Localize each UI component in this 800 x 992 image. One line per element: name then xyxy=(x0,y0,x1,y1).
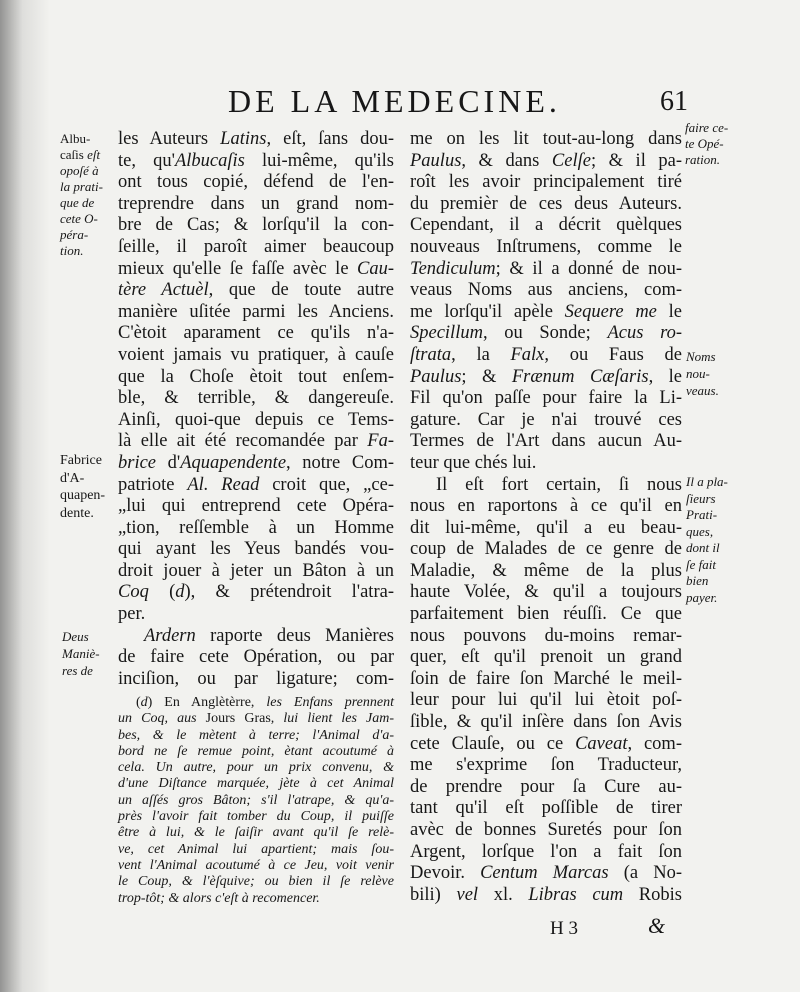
italic-text-run: opoſé à xyxy=(60,163,99,178)
text-line xyxy=(685,136,728,152)
text-run: le xyxy=(656,301,682,322)
text-line xyxy=(410,388,682,410)
italic-text-run: d xyxy=(140,695,148,710)
text-run: nouveaus Inſtrumens, comme le xyxy=(410,236,682,257)
text-line xyxy=(686,590,728,607)
text-line xyxy=(410,734,682,756)
italic-text-run: nou- xyxy=(686,366,710,381)
text-line xyxy=(118,323,394,345)
text-run: xl. xyxy=(478,884,529,905)
text-run: de faire cete Opération, ou par xyxy=(118,647,394,668)
text-line xyxy=(118,259,394,281)
text-run: Cependant, il a décrit quèlques xyxy=(410,215,682,236)
italic-text-run: cela. Un autre, pour un prix convenu, & xyxy=(118,760,394,776)
text-line xyxy=(686,540,728,557)
italic-text-run: Specillum xyxy=(410,323,483,344)
text-run: lui-même, qu'ils xyxy=(244,150,394,171)
text-run: caſis xyxy=(60,147,88,162)
text-run: me on les lit tout-au-long dans xyxy=(410,129,682,149)
text-run: , com- xyxy=(627,733,682,754)
italic-text-run: Falx xyxy=(510,344,545,365)
text-line xyxy=(410,215,682,237)
text-line xyxy=(410,669,682,691)
italic-text-run: Caveat xyxy=(575,733,628,754)
text-run: qui ayant les Yeus bandés vou- xyxy=(118,539,394,560)
text-run: teur que chés lui. xyxy=(410,452,537,473)
text-line xyxy=(118,604,394,626)
italic-text-run: payer. xyxy=(686,589,718,605)
text-line xyxy=(60,505,105,523)
italic-text-run: Albucaſis xyxy=(174,150,245,171)
italic-text-run: Cau- xyxy=(357,258,394,279)
text-run: ſible, & qu'il inſère dans ſon Avis xyxy=(410,712,682,733)
text-run: ; & xyxy=(461,366,512,387)
text-line xyxy=(118,744,394,760)
text-line xyxy=(118,215,394,237)
italic-text-run: Tendiculum xyxy=(410,258,496,279)
text-run: Jours Gras xyxy=(196,711,271,727)
italic-text-run: vel xyxy=(456,884,479,905)
text-line xyxy=(62,645,100,662)
text-line xyxy=(410,367,682,389)
text-line xyxy=(410,712,682,734)
paragraph xyxy=(410,475,682,907)
italic-text-run: d xyxy=(175,582,185,603)
text-line xyxy=(686,382,719,399)
text-run: cete Clauſe, ou ce xyxy=(410,733,576,754)
text-line xyxy=(118,539,394,561)
text-run: de prendre pour ſa Cure au- xyxy=(410,776,682,797)
text-line xyxy=(118,518,394,540)
text-run: voient jamais vu pratiquer, à cauſe xyxy=(118,344,394,365)
text-run: ont tous copié, défend de l'en- xyxy=(118,172,394,193)
text-run: , & dans xyxy=(461,150,552,171)
text-line xyxy=(686,573,728,590)
text-run: ( xyxy=(136,695,141,710)
text-line xyxy=(686,365,719,382)
text-run: , eſt, ſans dou- xyxy=(266,129,394,149)
text-line xyxy=(686,524,728,541)
text-line xyxy=(118,891,394,907)
text-line xyxy=(118,626,394,648)
italic-text-run: Al. Read xyxy=(187,474,260,495)
text-line xyxy=(118,367,394,389)
text-run: quer, eſt qu'il prenoit un grand xyxy=(410,647,682,668)
text-run: avèc de bonnes Suretés pour ſon xyxy=(410,820,682,840)
signature-mark: H 3 xyxy=(550,918,578,939)
text-line xyxy=(60,470,105,488)
text-line xyxy=(410,302,682,324)
text-run: Fil qu'on paſſe pour faire la Li- xyxy=(410,388,682,409)
italic-text-run: un aſſés gros Bâton; s'il l'atrape, & qu'a- xyxy=(118,792,394,808)
text-line xyxy=(118,496,394,518)
italic-text-run: ration. xyxy=(685,152,721,167)
text-line xyxy=(118,302,394,324)
text-line xyxy=(410,798,682,820)
text-line xyxy=(60,195,103,211)
text-line xyxy=(410,863,682,885)
italic-text-run: ve, cet Animal lui apartient; mais ſou- xyxy=(118,841,394,857)
text-run: „lui qui entreprend cete Opéra- xyxy=(118,496,394,517)
text-line xyxy=(410,151,682,173)
text-line xyxy=(410,820,682,842)
text-run: ) En Anglètèrre, xyxy=(147,695,267,710)
text-run: ( xyxy=(148,582,176,603)
text-run: ſoin de faire ſon Marché le meil- xyxy=(410,668,682,689)
text-line xyxy=(60,452,105,470)
text-run: roît les avoir principalement tiré xyxy=(410,172,682,193)
italic-text-run: cete O- xyxy=(60,211,98,226)
paragraph xyxy=(118,129,394,626)
text-run: Albu- xyxy=(60,131,91,146)
text-line xyxy=(118,695,394,711)
text-run: manière uſitée parmi les Anciens. xyxy=(118,301,394,322)
text-run: nous pouvons du-moins remar- xyxy=(410,625,682,646)
text-run: me s'exprime ſon Traducteur, xyxy=(410,755,682,776)
italic-text-run: bord ne ſe remue point, ètant acoutumé à xyxy=(118,743,394,759)
italic-text-run: bes, & le mètent à terre; l'Animal d'a- xyxy=(118,727,394,743)
text-line xyxy=(118,793,394,809)
text-run: (a No- xyxy=(608,863,682,884)
margin-note-fabrice xyxy=(60,452,105,522)
italic-text-run: Frænum Cæſaris xyxy=(511,366,649,387)
italic-text-run: Fa- xyxy=(367,431,394,452)
text-run: Fabrice xyxy=(60,453,102,468)
text-line xyxy=(60,163,103,179)
text-line xyxy=(410,280,682,302)
text-line xyxy=(410,690,682,712)
text-run: Ainſi, quoi-que depuis ce Tems- xyxy=(118,409,394,430)
text-line xyxy=(410,345,682,367)
italic-text-run: le Coup, & l'èſquive; ou bien il ſe relève xyxy=(118,874,394,890)
text-line xyxy=(686,348,719,365)
italic-text-run: Acus ro- xyxy=(607,323,682,344)
text-run: coup de Malades de ce genre de xyxy=(410,539,682,560)
text-run: bre de Cas; & lorſqu'il la con- xyxy=(118,215,394,236)
text-line xyxy=(118,410,394,432)
text-line xyxy=(686,474,728,491)
text-line xyxy=(410,194,682,216)
text-run: Devoir. xyxy=(410,863,481,884)
text-run: dente. xyxy=(60,505,94,521)
text-line xyxy=(685,152,728,168)
text-run: per. xyxy=(118,604,146,625)
text-run: nous en raportons à ce qu'il en xyxy=(410,496,682,517)
left-text-column xyxy=(118,129,394,690)
text-line xyxy=(60,487,105,505)
italic-text-run: être à lui, & le ſaiſir avant qu'il ſe relè- xyxy=(118,825,394,841)
text-line xyxy=(685,120,728,136)
text-line xyxy=(118,388,394,410)
text-run: là elle ait été recomandée par xyxy=(118,431,368,452)
page-edge-shadow xyxy=(0,0,50,992)
text-run: C'ètoit aparament ce qu'ils n'a- xyxy=(118,323,394,344)
text-line xyxy=(118,809,394,825)
italic-text-run: que de xyxy=(60,195,95,210)
italic-text-run: dont il xyxy=(686,540,720,555)
text-line xyxy=(118,453,394,475)
text-line xyxy=(60,243,103,259)
italic-text-run: Celſe xyxy=(551,150,591,171)
italic-text-run: tère Actuèl xyxy=(118,280,209,301)
text-line xyxy=(118,711,394,727)
text-run: me lorſqu'il apèle xyxy=(410,301,565,322)
text-line xyxy=(410,259,682,281)
text-line xyxy=(62,662,100,679)
text-line xyxy=(410,561,682,583)
paragraph xyxy=(410,129,682,475)
italic-text-run: te Opé- xyxy=(685,136,724,151)
italic-text-run: la prati- xyxy=(60,179,103,194)
italic-text-run: ſtrata xyxy=(410,344,452,365)
text-line xyxy=(118,475,394,497)
text-run: tant qu'il eſt poſſible de tirer xyxy=(410,798,682,819)
text-run: droit jouer à jeter un Bâton à un xyxy=(118,560,394,581)
italic-text-run: tion. xyxy=(60,243,84,258)
italic-text-run: Aquapendente xyxy=(180,452,287,473)
text-line xyxy=(686,491,728,508)
text-line xyxy=(410,410,682,432)
text-run: Termes de l'Art dans aucun Au- xyxy=(410,431,682,452)
text-line xyxy=(62,628,100,645)
text-run: ble, & terrible, & dangereuſe. xyxy=(118,388,394,409)
text-line xyxy=(118,129,394,151)
footnote xyxy=(118,695,394,907)
italic-text-run: vent l'Animal acoutumé à ce Jeu, voit venir xyxy=(118,857,394,873)
text-line xyxy=(410,129,682,151)
text-line xyxy=(118,561,394,583)
italic-text-run: Maniè- xyxy=(62,646,100,661)
text-run: gature. Car je n'ai trouvé ces xyxy=(410,409,682,430)
text-line xyxy=(118,874,394,890)
italic-text-run: Il a pla- xyxy=(686,474,728,489)
italic-text-run: bien xyxy=(686,573,709,588)
text-run: quapen- xyxy=(60,488,106,503)
italic-text-run: Paulus xyxy=(410,366,462,387)
running-title: DE LA MEDECINE. xyxy=(228,83,561,119)
text-run: , la xyxy=(451,344,511,365)
italic-text-run: près l'avoir fait tomber du Coup, il puiſſe xyxy=(118,809,394,825)
text-run: dit lui-même, qu'il a eu beau- xyxy=(410,517,682,538)
italic-text-run: Ardern xyxy=(144,625,196,646)
italic-text-run: Coq xyxy=(118,582,149,603)
text-line xyxy=(118,842,394,858)
text-line xyxy=(118,647,394,669)
text-run: d'A- xyxy=(60,470,85,486)
italic-text-run: Latins xyxy=(220,129,267,149)
italic-text-run: ques, xyxy=(686,523,714,539)
text-line xyxy=(118,776,394,792)
text-run: treprendre dans un grand nom- xyxy=(118,193,394,214)
text-run: , le xyxy=(648,366,682,387)
italic-text-run: eſt xyxy=(87,147,101,162)
text-line xyxy=(410,885,682,907)
italic-text-run: res de xyxy=(62,663,93,678)
text-run: ), & prétendroit l'atra- xyxy=(184,582,394,603)
italic-text-run: Sequere me xyxy=(564,301,657,322)
text-line xyxy=(410,496,682,518)
text-line xyxy=(118,237,394,259)
text-line xyxy=(410,453,682,475)
text-line xyxy=(60,179,103,195)
text-line xyxy=(410,323,682,345)
text-run: inciſion, ou par ligature; com- xyxy=(118,668,394,689)
italic-text-run: faire ce- xyxy=(685,120,729,135)
text-run: , ou Sonde; xyxy=(482,323,608,344)
text-run: Maladie, & même de la plus xyxy=(410,560,682,581)
catchword: & xyxy=(648,913,666,938)
text-line xyxy=(410,755,682,777)
text-line xyxy=(118,431,394,453)
text-run: du premièr de ces deus Auteurs. xyxy=(410,193,682,214)
text-line xyxy=(686,557,728,574)
text-run: Robis xyxy=(623,884,682,905)
text-line xyxy=(410,582,682,604)
text-run: d' xyxy=(156,452,181,473)
margin-note-plusieurs-pratiques xyxy=(686,474,728,606)
italic-text-run: Prati- xyxy=(686,507,718,522)
italic-text-run: un Coq, aus xyxy=(118,711,197,727)
text-line xyxy=(410,626,682,648)
text-line xyxy=(118,194,394,216)
text-run: mieux qu'elle ſe faſſe avèc le xyxy=(118,258,357,279)
italic-text-run: d'une Diſtance marquée, jète à cet Animal xyxy=(118,776,394,792)
text-line xyxy=(410,431,682,453)
right-text-column xyxy=(410,129,682,906)
paragraph xyxy=(118,626,394,691)
text-line xyxy=(410,604,682,626)
italic-text-run: brice xyxy=(118,452,157,473)
text-run: Il eſt fort certain, ſi nous xyxy=(436,474,682,495)
text-line xyxy=(410,842,682,864)
italic-text-run: péra- xyxy=(60,227,89,242)
margin-note-albucasis xyxy=(60,131,103,259)
text-line xyxy=(410,518,682,540)
italic-text-run: trop-tôt; & alors c'eſt à recomencer. xyxy=(118,890,320,906)
text-line xyxy=(118,582,394,604)
italic-text-run: Deus xyxy=(62,629,89,644)
text-run: leur pour lui qu'il lui ètoit poſ- xyxy=(410,690,682,711)
margin-note-noms-nouveaus xyxy=(686,348,719,399)
text-run: , ou Faus de xyxy=(544,344,682,365)
text-line xyxy=(410,777,682,799)
text-run: raporte deus Manières xyxy=(195,625,394,646)
text-line xyxy=(118,151,394,173)
text-line xyxy=(60,211,103,227)
text-line xyxy=(410,237,682,259)
text-run: ſeille, il paroît aimer beaucoup xyxy=(118,236,394,257)
text-run: veaus Noms aus anciens, com- xyxy=(410,280,682,301)
text-line xyxy=(410,647,682,669)
text-run: te, qu' xyxy=(118,150,175,171)
margin-note-deus-manieres xyxy=(62,628,100,679)
text-line xyxy=(118,858,394,874)
text-run: , que de toute autre xyxy=(208,280,394,301)
text-run: ; & il a donné de nou- xyxy=(495,258,682,279)
text-run: les Auteurs xyxy=(118,129,221,149)
text-run: bili) xyxy=(410,884,457,905)
text-line xyxy=(118,280,394,302)
text-run: que la Choſe ètoit tout enſem- xyxy=(118,366,394,387)
text-line xyxy=(410,539,682,561)
margin-note-faire-operation xyxy=(685,120,728,168)
text-line xyxy=(118,345,394,367)
text-line xyxy=(60,227,103,243)
italic-text-run: veaus. xyxy=(686,383,719,398)
text-run: croit que, „ce- xyxy=(259,474,394,495)
text-line xyxy=(60,147,103,163)
text-run: , notre Com- xyxy=(286,452,394,473)
text-line xyxy=(118,760,394,776)
text-line xyxy=(118,172,394,194)
page-number: 61 xyxy=(660,86,688,117)
text-line xyxy=(410,475,682,497)
text-line xyxy=(118,669,394,691)
italic-text-run: ſe fait xyxy=(686,556,716,572)
text-run: ; & il pa- xyxy=(590,150,682,171)
text-run: Argent, lorſque l'on a fait ſon xyxy=(410,841,682,862)
italic-text-run: Libras cum xyxy=(528,884,624,905)
text-run: parfaitement bien réuſſi. Ce que xyxy=(410,604,682,625)
italic-text-run: , lui lient les Jam- xyxy=(270,711,394,727)
italic-text-run: ſieurs xyxy=(686,490,716,506)
text-line xyxy=(60,131,103,147)
text-line xyxy=(118,728,394,744)
text-run: „tion, reſſemble à un Homme xyxy=(118,517,394,538)
italic-text-run: Paulus xyxy=(410,150,462,171)
italic-text-run: Noms xyxy=(686,349,716,364)
text-run: haute Volée, & qu'il a toujours xyxy=(410,582,682,603)
text-line xyxy=(410,172,682,194)
italic-text-run: les Enfans prennent xyxy=(266,695,394,710)
italic-text-run: Centum Marcas xyxy=(480,863,609,884)
text-run: patriote xyxy=(118,474,188,495)
paragraph xyxy=(118,695,394,907)
text-line xyxy=(686,507,728,524)
text-line xyxy=(118,825,394,841)
